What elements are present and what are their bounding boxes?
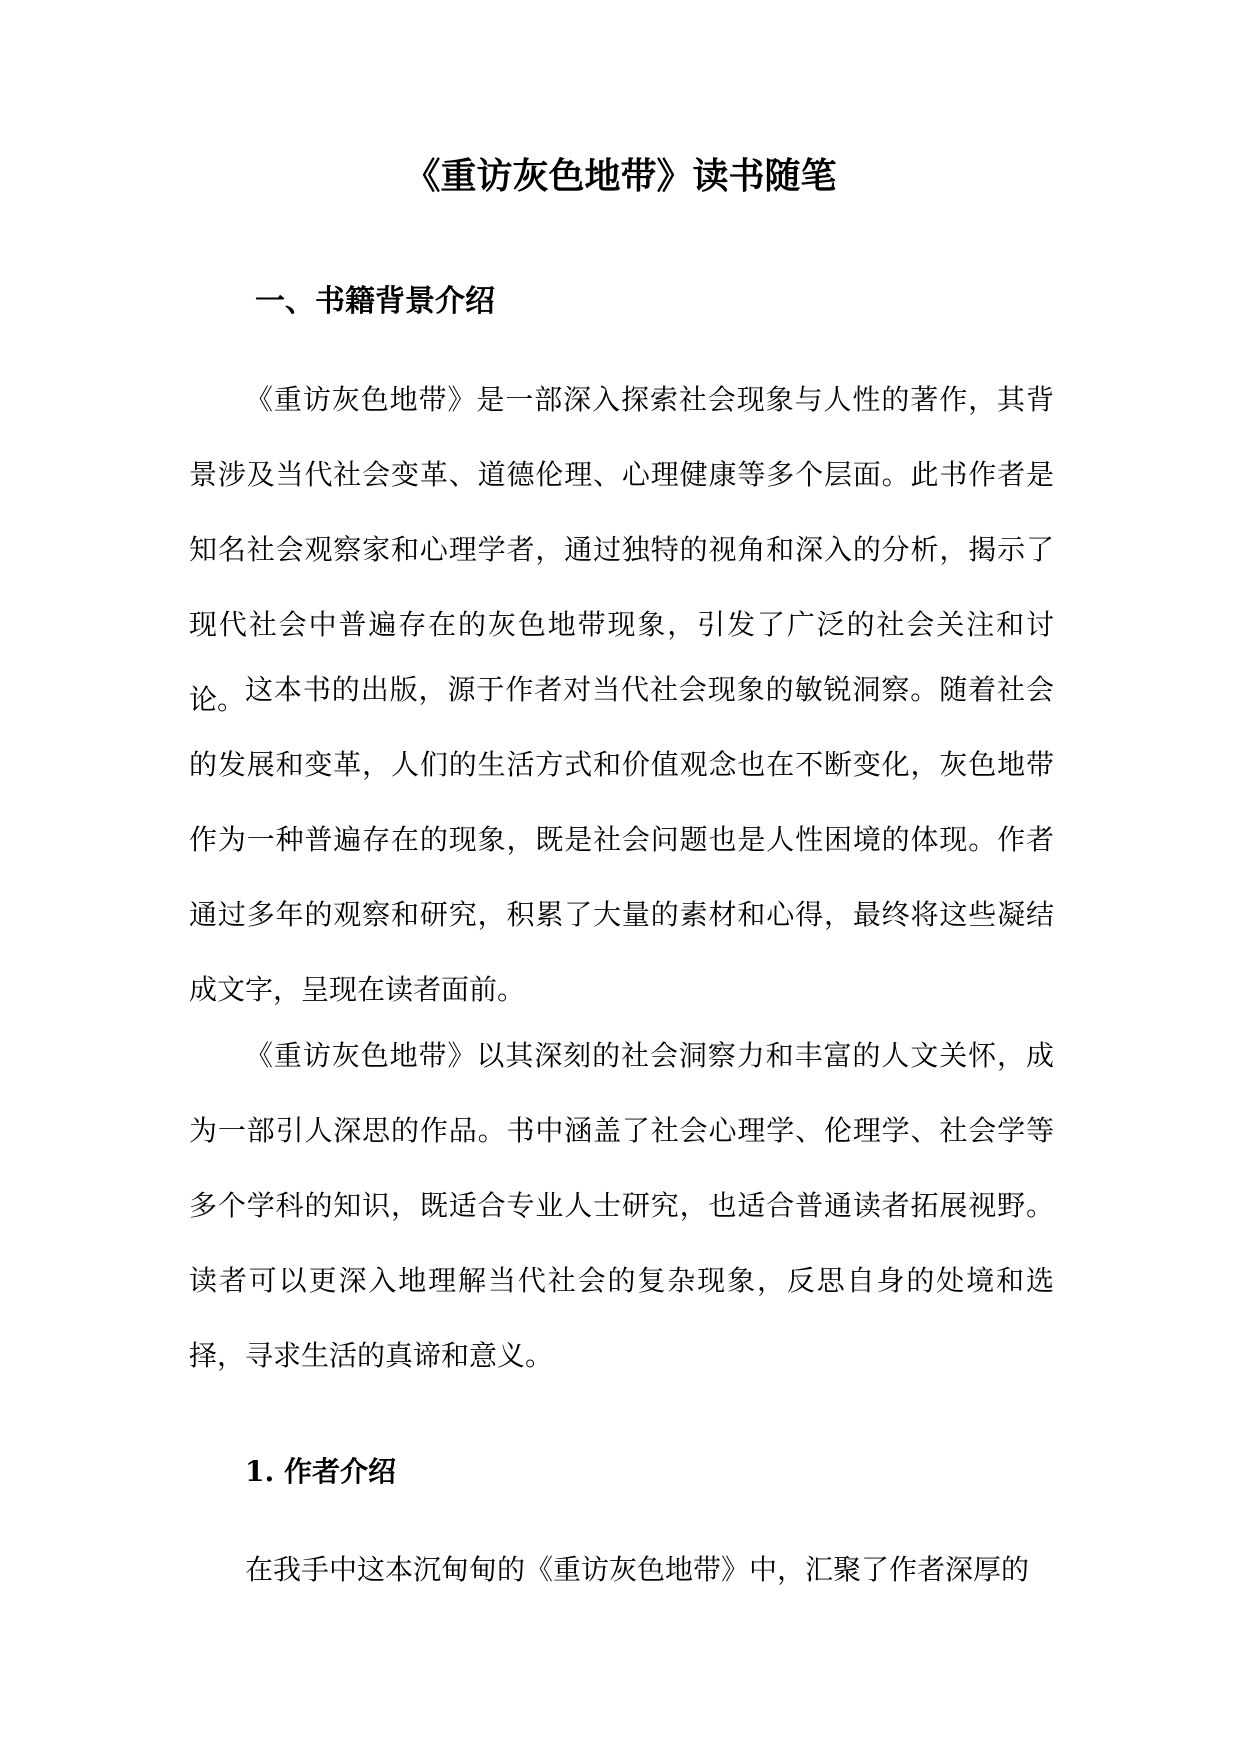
paragraph-3: 《重访灰色地带》以其深刻的社会洞察力和丰富的人文关怀，成为一部引人深思的作品。书中涵盖了社会心理学、伦理学、社会学等多个学科的知识，既适合专业人士研究，也适合普通读者拓展视野。读者可以更深入地理解当代社会的复杂现象，反思自身的处境和选择，寻求生活的真谛和意义。 (189, 1039, 1054, 1372)
paragraph-2: 这本书的出版，源于作者对当代社会现象的敏锐洞察。随着社会的发展和变革，人们的生活方式和价值观念也在不断变化，灰色地带作为一种普遍存在的现象，既是社会问题也是人性困境的体现。作者通过多年的观察和研究，积累了大量的素材和心得，最终将这些凝结成文字，呈现在读者面前。 (189, 673, 1054, 1006)
sub-heading-author: 1. 作者介绍 (245, 1455, 396, 1488)
section-heading: 一、书籍背景介绍 (255, 284, 495, 319)
page-title: 《重访灰色地带》读书随笔 (404, 155, 837, 197)
paragraph-4: 在我手中这本沉甸甸的《重访灰色地带》中，汇聚了作者深厚的 (245, 1553, 1030, 1586)
paragraph-1: 《重访灰色地带》是一部深入探索社会现象与人性的著作，其背景涉及当代社会变革、道德伦理、心理健康等多个层面。此书作者是知名社会观察家和心理学者，通过独特的视角和深入的分析，揭示了现代社会中普遍存在的灰色地带现象，引发了广泛的社会关注和讨论。 (189, 383, 1054, 716)
